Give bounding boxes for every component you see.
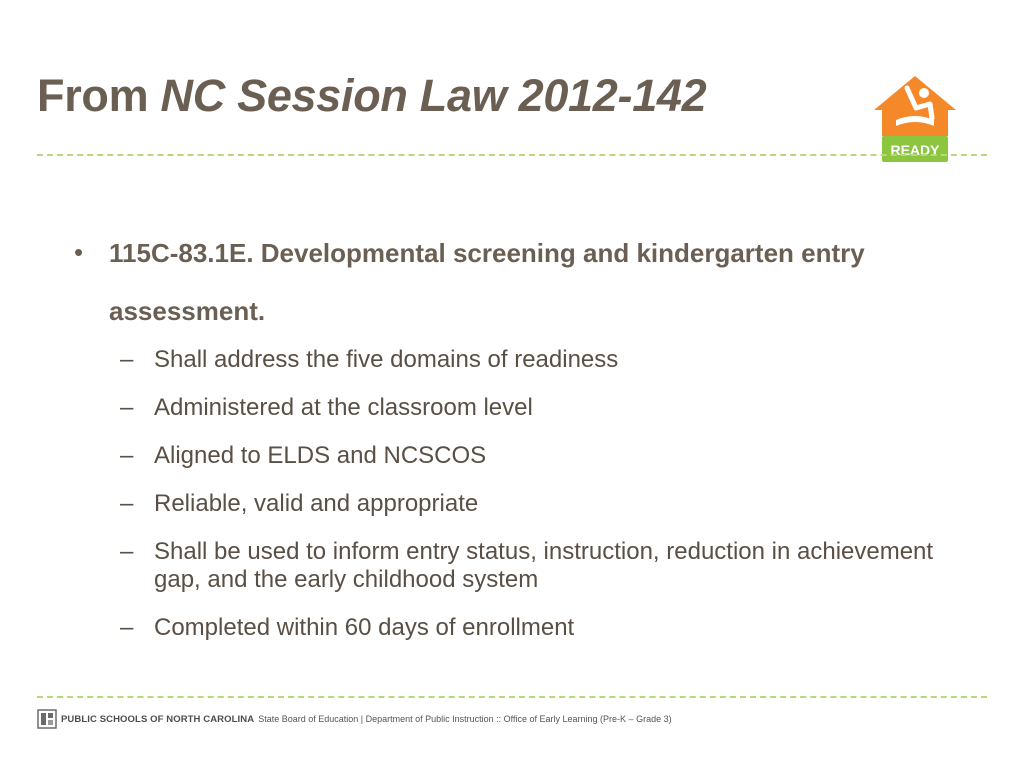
sub-bullet-text: Shall be used to inform entry status, instruction, reduction in achievement gap, and the early childhood system <box>154 538 934 593</box>
ready-label: READY <box>890 142 940 158</box>
sub-bullet-text: Completed within 60 days of enrollment <box>154 614 575 641</box>
slide-title-italic: NC Session Law 2012-142 <box>160 70 707 121</box>
footer-departments: State Board of Education | Department of Public Instruction :: Office of Early Learning (Pre-K – Grade 3) <box>258 714 672 724</box>
sub-bullet-text: Reliable, valid and appropriate <box>154 490 479 517</box>
sub-bullet <box>120 614 950 642</box>
sub-bullet-dash: – <box>120 346 134 373</box>
sub-bullet <box>120 490 950 518</box>
sub-bullet-text: Aligned to ELDS and NCSCOS <box>154 442 487 469</box>
sub-bullet <box>120 394 950 422</box>
sub-bullet-dash: – <box>120 394 134 421</box>
bottom-divider <box>37 696 987 698</box>
slide-title-plain: From <box>37 70 161 121</box>
main-bullet-marker: • <box>74 237 84 267</box>
sub-bullet <box>120 442 950 470</box>
top-divider <box>37 154 987 156</box>
slide-title <box>37 66 706 126</box>
nc-seal-icon <box>37 709 57 729</box>
ready-logo <box>872 74 958 166</box>
child-head <box>919 88 929 98</box>
sub-bullet <box>120 538 950 594</box>
sub-bullet-text: Shall address the five domains of readiness <box>154 346 619 373</box>
sub-bullet-list <box>120 346 950 662</box>
sub-bullet-dash: – <box>120 538 134 565</box>
footer <box>37 708 672 730</box>
main-bullet <box>74 224 954 340</box>
sub-bullet-dash: – <box>120 490 134 517</box>
sub-bullet-dash: – <box>120 614 134 641</box>
main-bullet-text: 115C-83.1E. Developmental screening and kindergarten entry assessment. <box>109 238 865 326</box>
sub-bullet <box>120 346 950 374</box>
sub-bullet-dash: – <box>120 442 134 469</box>
footer-org: PUBLIC SCHOOLS OF NORTH CAROLINA <box>61 713 255 725</box>
sub-bullet-text: Administered at the classroom level <box>154 394 533 421</box>
